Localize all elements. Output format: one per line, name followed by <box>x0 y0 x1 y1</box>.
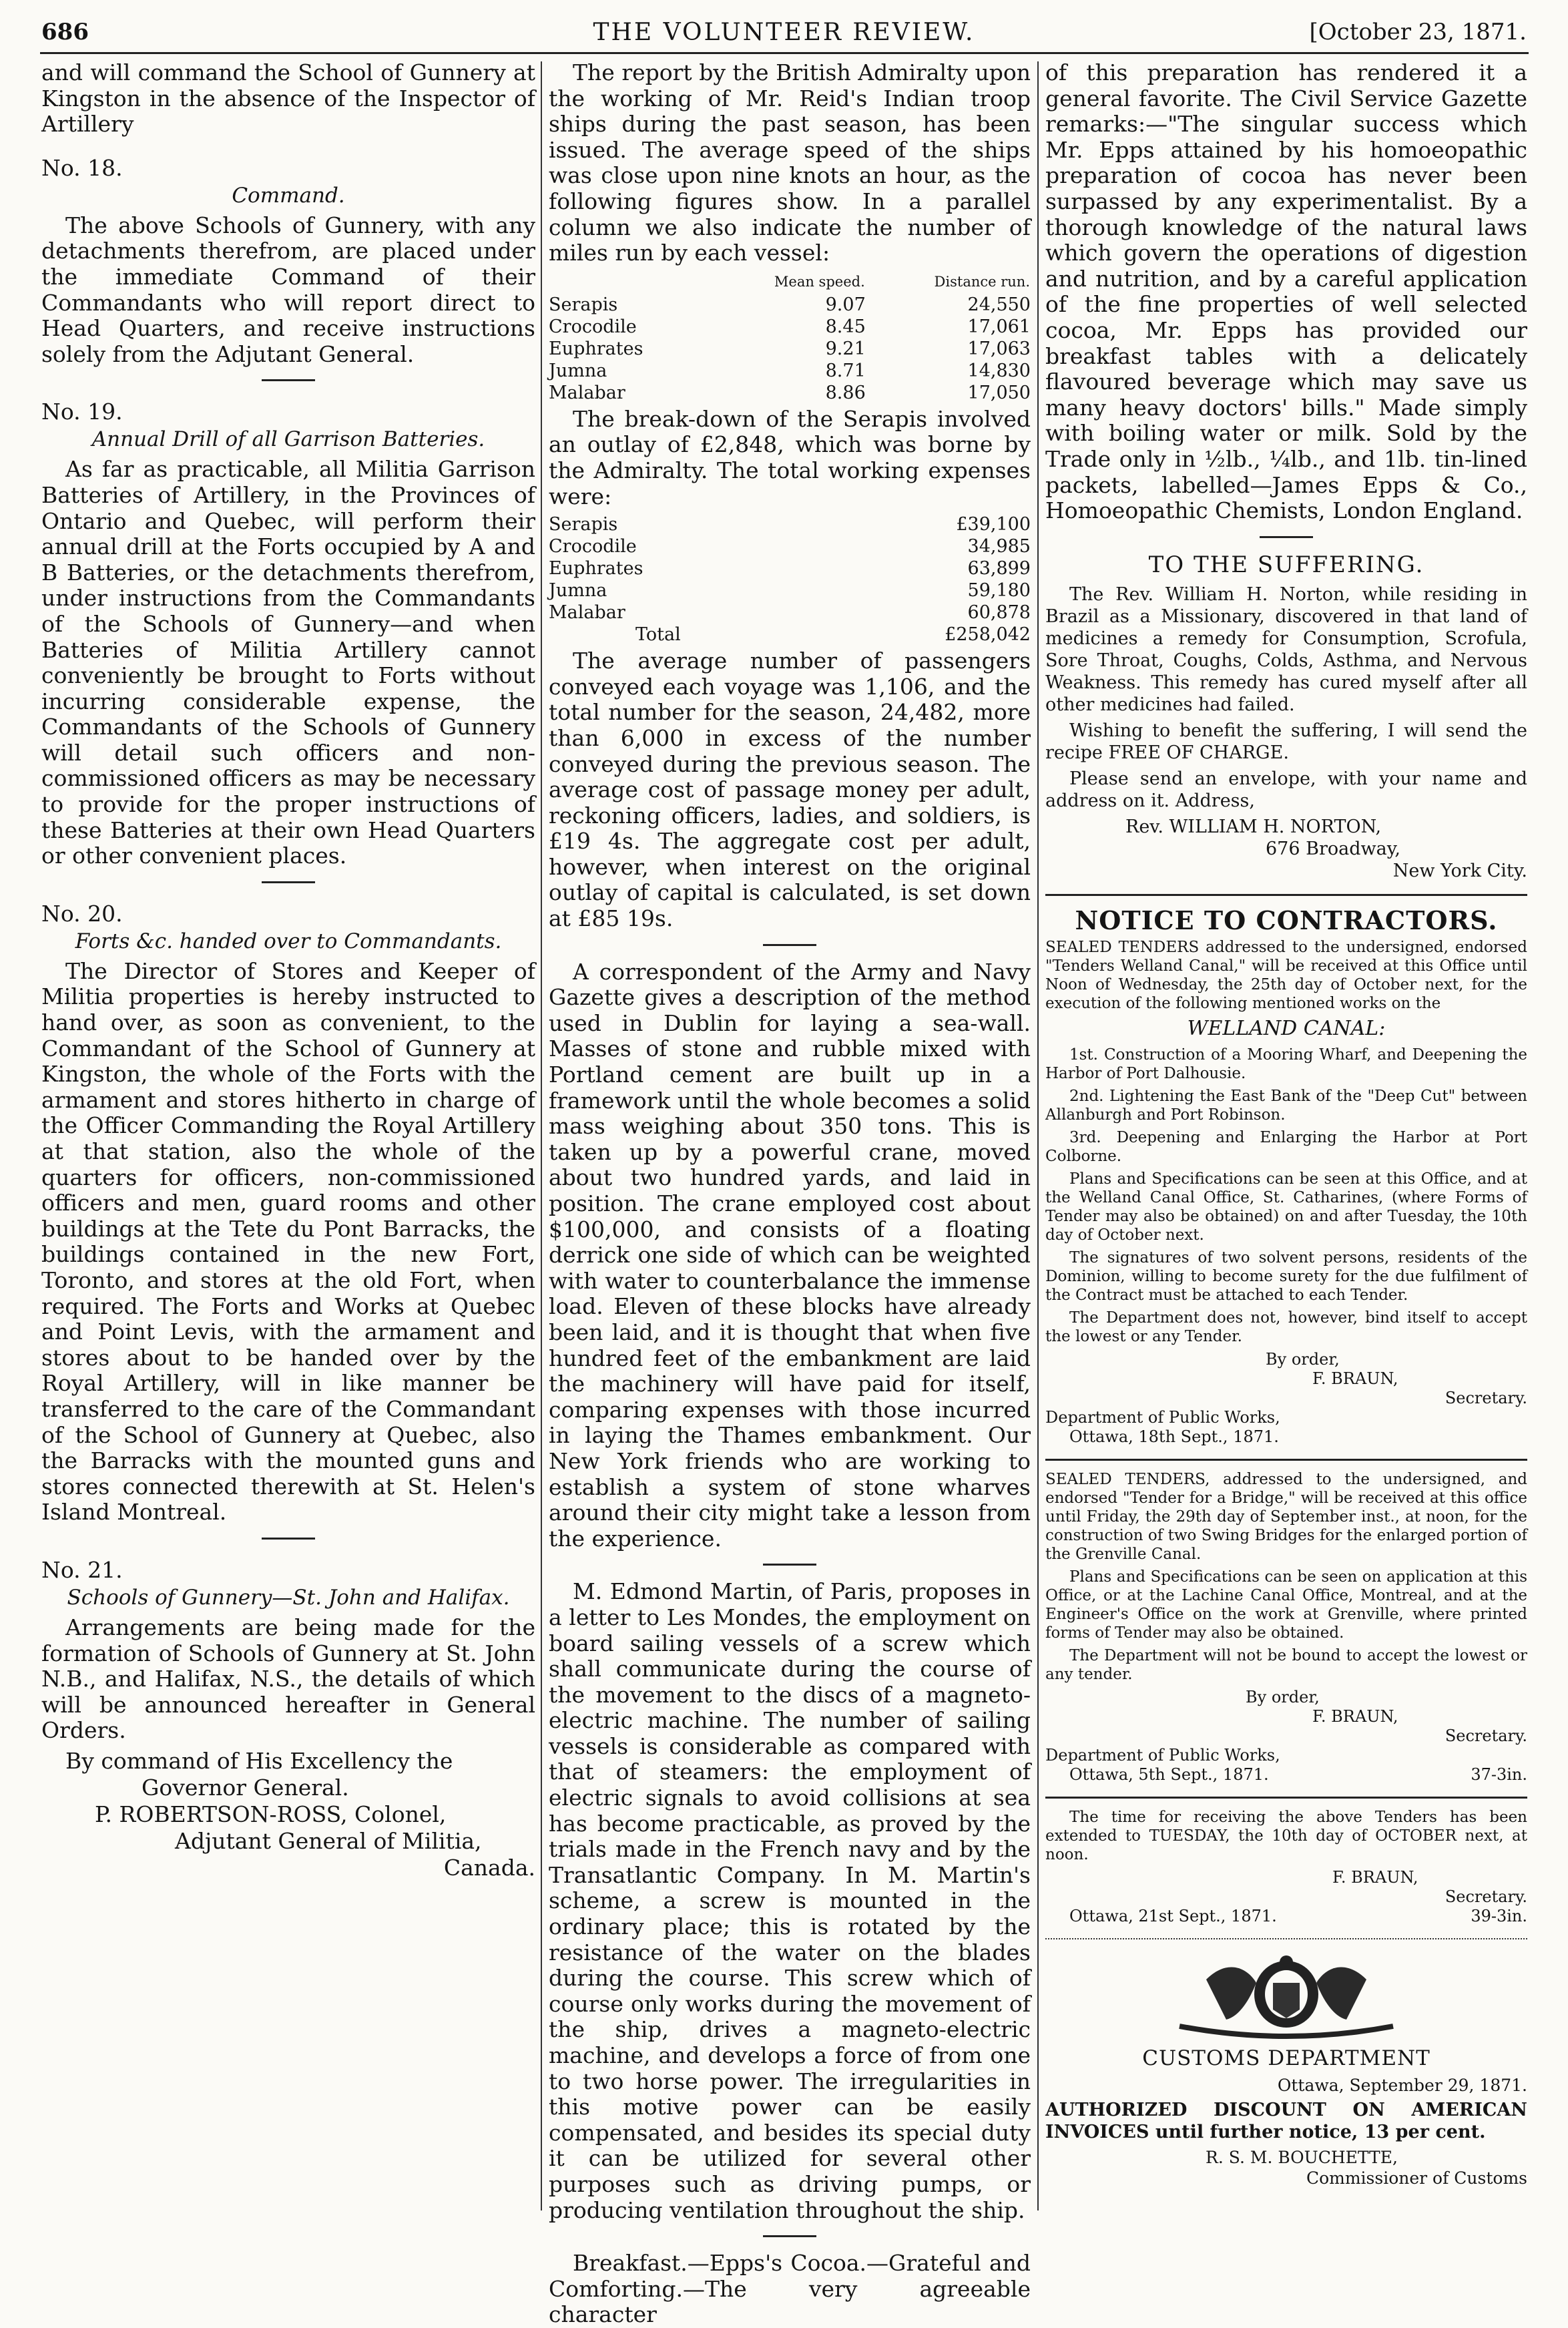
separator-dotted <box>1045 1938 1527 1939</box>
section-18-text: The above Schools of Gunnery, with any detachments therefrom, are placed under the immediate Command of their Commandants who will report direct to Head Quarters, and receive instructions solely from the Adjutant General. <box>41 212 535 367</box>
distance-column-header: Distance run. <box>934 273 1030 290</box>
ottawa-date: Ottawa, 21st Sept., 1871. <box>1069 1906 1277 1925</box>
section-19-text: As far as practicable, all Militia Garrison Batteries of Artillery, in the Provinces of Ontario and Quebec, will perform their annual drill at the Forts occupied by A and B Batteries, or the detachments therefrom, under instructions from the Commandants of the Schools of Gunnery—and when Batteries of Militia Artillery cannot conveniently be brought to Forts without incurring considerable expense, the Commandants of the Schools of Gunnery will detail such officers and non-commissioned officers as may be necessary to provide for the proper instructions of these Batteries at their own Head Quarters or other convenient places. <box>41 456 535 869</box>
ship-distance: 17,061 <box>967 316 1031 337</box>
norton-city: New York City. <box>1392 860 1527 881</box>
suffering-text-2: Wishing to benefit the suffering, I will send the recipe FREE OF CHARGE. <box>1045 720 1527 763</box>
welland-canal-heading: WELLAND CANAL: <box>1187 1016 1386 1040</box>
ship-row <box>549 294 1031 316</box>
section-20-number: No. 20. <box>41 900 123 927</box>
department-date: Ottawa, 5th Sept., 1871. <box>1069 1765 1269 1784</box>
expense-ship: Euphrates <box>549 558 643 579</box>
bridge-plans: Plans and Specifications can be seen on application at this Office, or at the Lachine Canal Office, Montreal, and at the Engineer's Office on the work at Grenville, where printed forms of Tender may also be obtained. <box>1045 1568 1527 1642</box>
royal-arms-emblem-icon <box>1166 1953 1406 2040</box>
by-order: By order, <box>1266 1349 1340 1369</box>
ship-name: Crocodile <box>549 316 637 337</box>
column-1 <box>41 60 535 2217</box>
ship-row <box>549 338 1031 360</box>
customs-discount: AUTHORIZED DISCOUNT ON AMERICAN INVOICES until further notice, 13 per cent. <box>1045 2099 1527 2142</box>
expense-row <box>549 513 1031 535</box>
epps-advert-start: Breakfast.—Epps's Cocoa.—Grateful and Comforting.—The very agreeable character <box>549 2250 1031 2328</box>
commissioner-title: Commissioner of Customs <box>1306 2168 1527 2188</box>
issue-date: [October 23, 1871. <box>1309 19 1527 45</box>
suffering-text-3: Please send an envelope, with your name and address on it. Address, <box>1045 768 1527 811</box>
seawall-paragraph: A correspondent of the Army and Navy Gazette gives a description of the method used in Dublin for laying a sea-wall. Masses of stone and rubble mixed with Portland cement are built up in a framework until the whole becomes a solid mass weighing about 350 tons. This is taken up by a powerful crane, moved about two hundred yards, and laid in position. The crane employed cost about $100,000, and consists of a floating derrick one side of which can be weighted with water to counterbalance the immense load. Eleven of these blocks have already been laid, and it is thought that when five hundred feet of the embankment are laid the machinery will have paid for itself, comparing expenses with those incurred in laying the Thames embankment. Our New York friends who are working to establish a system of stone wharves around their city might take a lesson from the experience. <box>549 958 1031 1552</box>
expense-amount: 60,878 <box>967 602 1031 624</box>
department-line: Department of Public Works, <box>1045 1745 1280 1765</box>
bridge-disclaimer: The Department will not be bound to accept the lowest or any tender. <box>1045 1646 1527 1683</box>
expense-amount: 59,180 <box>967 580 1031 602</box>
section-19-subtitle: Annual Drill of all Garrison Batteries. <box>91 427 485 452</box>
ship-speed: 9.07 <box>825 294 866 315</box>
masthead-title: THE VOLUNTEER REVIEW. <box>593 19 975 46</box>
suffering-heading: TO THE SUFFERING. <box>1148 551 1424 578</box>
column-rule-2 <box>1037 61 1039 2210</box>
section-21-subtitle: Schools of Gunnery—St. John and Halifax. <box>67 1585 510 1610</box>
signature-line: By command of His Excellency the <box>65 1747 453 1774</box>
signature-block <box>41 1748 535 1881</box>
expense-row <box>549 557 1031 579</box>
section-21-number: No. 21. <box>41 1556 123 1583</box>
separator-long <box>1045 1797 1527 1799</box>
section-21-text: Arrangements are being made for the formation of Schools of Gunnery at St. John N.B., and Halifax, N.S., the details of which will be announced hereafter in General Orders. <box>41 1614 535 1744</box>
secretary-title: Secretary. <box>1445 1388 1527 1407</box>
advert-code: 39-3in. <box>1471 1906 1527 1925</box>
bridge-tender-text: SEALED TENDERS, addressed to the undersigned, and endorsed "Tender for a Bridge," will be received at this office until Friday, the 29th day of September inst., at noon, for the construction of two Swing Bridges for the enlarged portion of the Grenville Canal. <box>1045 1470 1527 1563</box>
secretary-title: Secretary. <box>1445 1726 1527 1745</box>
notice-heading: NOTICE TO CONTRACTORS. <box>1075 905 1498 935</box>
expense-row <box>549 602 1031 624</box>
separator <box>763 1564 816 1566</box>
separator <box>763 2235 816 2237</box>
separator <box>262 379 315 381</box>
ship-distance: 17,063 <box>967 338 1031 359</box>
column-3 <box>1045 60 1527 2217</box>
section-19-number: No. 19. <box>41 399 123 425</box>
expense-amount: 63,899 <box>967 558 1031 579</box>
ship-name: Euphrates <box>549 338 643 359</box>
martin-paragraph: M. Edmond Martin, of Paris, proposes in a letter to Les Mondes, the employment on board sailing vessels of a screw which shall communicate during the course of the movement to the discs of a magneto-electric machine. The number of sailing vessels is considerable as compared with that of steamers: the employment of electric signals to avoid collisions at sea has become practicable, as proved by the trials made in the French navy and by the Transatlantic Company. In M. Martin's scheme, a screw is mounted in the ordinary place; this is rotated by the resistance of the water on the blades during the course. This screw which of course only works during the movement of the ship, drives a magneto-electric machine, and develops a force of from one to two horse power. The irregularities in this motive power can be easily compensated, and besides its special duty it can be utilized for several other purposes such as driving pumps, or producing ventilation throughout the ship. <box>549 1578 1031 2223</box>
section-18-subtitle: Command. <box>232 183 345 208</box>
signature-line: Canada. <box>443 1854 535 1881</box>
ship-speed: 8.71 <box>825 360 866 381</box>
ship-name: Malabar <box>549 382 625 403</box>
ship-row <box>549 360 1031 382</box>
expense-ship: Malabar <box>549 602 625 624</box>
epps-advert-continued: of this preparation has rendered it a general favorite. The Civil Service Gazette remarks:—"The singular success which Mr. Epps attained by his homoeopathic preparation of cocoa has never been surpassed by any experimentalist. By a thorough knowledge of the natural laws which govern the operations of digestion and nutrition, and by a careful application of the fine properties of well selected cocoa, Mr. Epps has provided our breakfast tables with a delicately flavoured beverage which may save us many heavy doctors' bills." Made simply with boiling water or milk. Sold by the Trade only in ½lb., ¼lb., and 1lb. tin-lined packets, labelled—James Epps & Co., Homoeopathic Chemists, London England. <box>1045 59 1527 524</box>
department-line: Department of Public Works, <box>1045 1407 1280 1427</box>
signature-line: Governor General. <box>142 1774 349 1801</box>
expenses-table <box>549 513 1031 646</box>
page-header <box>0 15 1568 55</box>
signature-title: Adjutant General of Militia, <box>175 1827 482 1854</box>
norton-name: Rev. WILLIAM H. NORTON, <box>1125 816 1382 837</box>
ship-row <box>549 316 1031 338</box>
section-20-subtitle: Forts &c. handed over to Commandants. <box>75 929 502 953</box>
ship-distance: 24,550 <box>967 294 1031 315</box>
secretary-title: Secretary. <box>1445 1887 1527 1906</box>
column-2 <box>549 59 1031 2328</box>
expense-row <box>549 535 1031 557</box>
separator <box>262 1538 315 1540</box>
welland-item-3: 3rd. Deepening and Enlarging the Harbor at Port Colborne. <box>1045 1128 1527 1165</box>
separator <box>262 881 315 883</box>
welland-plans: Plans and Specifications can be seen at this Office, and at the Welland Canal Office, St. Catharines, (where Forms of Tender may also be obtained) on and after Tuesday, the 10th day of October next. <box>1045 1170 1527 1244</box>
separator <box>1260 536 1313 538</box>
ship-name: Jumna <box>549 360 607 381</box>
by-order: By order, <box>1246 1687 1320 1706</box>
separator-long <box>1045 894 1527 896</box>
ship-speed: 8.86 <box>825 382 866 403</box>
welland-disclaimer: The Department does not, however, bind itself to accept the lowest or any Tender. <box>1045 1309 1527 1345</box>
customs-heading: CUSTOMS DEPARTMENT <box>1142 2046 1430 2070</box>
welland-item-2: 2nd. Lightening the East Bank of the "Deep Cut" between Allanburgh and Port Robinson. <box>1045 1087 1527 1124</box>
bouchette-signature: R. S. M. BOUCHETTE, <box>1206 2147 1398 2167</box>
ships-speed-table <box>549 270 1031 404</box>
breakdown-paragraph: The break-down of the Serapis involved an outlay of £2,848, which was borne by the Admiralty. The total working expenses were: <box>549 405 1031 509</box>
intro-paragraph: and will command the School of Gunnery at Kingston in the absence of the Inspector of Artillery <box>41 59 535 138</box>
page-number: 686 <box>41 19 89 45</box>
ship-distance: 14,830 <box>967 360 1031 381</box>
expense-amount: 34,985 <box>967 536 1031 557</box>
welland-sureties: The signatures of two solvent persons, residents of the Dominion, willing to become surety for the due fulfilment of the Contract must be attached to each Tender. <box>1045 1248 1527 1304</box>
customs-date: Ottawa, September 29, 1871. <box>1277 2075 1527 2095</box>
troopships-paragraph: The report by the British Admiralty upon the working of Mr. Reid's Indian troop ships during the past season, has been issued. The average speed of the ships was close upon nine knots an hour, as the following figures show. In a parallel column we also indicate the number of miles run by each vessel: <box>549 59 1031 266</box>
expense-ship: Jumna <box>549 580 607 602</box>
braun-signature: F. BRAUN, <box>1332 1867 1418 1887</box>
separator <box>763 944 816 946</box>
ship-name: Serapis <box>549 294 618 315</box>
braun-signature: F. BRAUN, <box>1312 1706 1398 1726</box>
ship-row <box>549 382 1031 404</box>
passengers-paragraph: The average number of passengers conveyed each voyage was 1,106, and the total number for the season, 24,482, more than 6,000 in excess of the number conveyed during the previous season. The average cost of passage money per adult, reckoning officers, ladies, and soldiers, is £19 4s. The aggregate cost per adult, however, when interest on the original outlay of capital is calculated, is set down at £85 19s. <box>549 648 1031 932</box>
welland-item-1: 1st. Construction of a Mooring Wharf, and Deepening the Harbor of Port Dalhousie. <box>1045 1045 1527 1082</box>
total-amount: £258,042 <box>945 624 1031 646</box>
suffering-text: The Rev. William H. Norton, while residing in Brazil as a Missionary, discovered in that land of medicines a remedy for Consumption, Scrofula, Sore Throat, Coughs, Colds, Asthma, and Nervous Weakness. This remedy has cured myself after all other medicines had failed. <box>1045 584 1527 715</box>
column-rule-1 <box>541 61 542 2210</box>
norton-address: 676 Broadway, <box>1266 838 1400 859</box>
welland-tender-text: SEALED TENDERS addressed to the undersigned, endorsed "Tenders Welland Canal," will be received at this Office until Noon of Wednesday, the 25th day of October next, for the execution of the following mentioned works on the <box>1045 938 1527 1012</box>
signature-name: P. ROBERTSON-ROSS, Colonel, <box>95 1801 447 1827</box>
extension-notice: The time for receiving the above Tenders has been extended to TUESDAY, the 10th day of OCTOBER next, at noon. <box>1045 1808 1527 1863</box>
expense-row <box>549 579 1031 602</box>
expense-amount: £39,100 <box>956 514 1031 535</box>
section-20-text: The Director of Stores and Keeper of Militia properties is hereby instructed to hand over, as soon as convenient, to the Commandant of the School of Gunnery at Kingston, the whole of the Forts with the armament and stores hitherto in charge of the Officer Commanding the Royal Artillery at that station, also the whole of the quarters for officers, non-commissioned officers and men, guard rooms and other buildings at the Tete du Pont Barracks, the buildings contained in the new Fort, Toronto, and stores at the old Fort, when required. The Forts and Works at Quebec and Point Levis, with the armament and stores about to be handed over by the Royal Artillery, will in like manner be transferred to the care of the Commandant of the School of Gunnery at Quebec, also the Barracks with the mounted guns and stores connected therewith at St. Helen's Island Montreal. <box>41 957 535 1526</box>
speed-column-header: Mean speed. <box>774 273 865 290</box>
department-date: Ottawa, 18th Sept., 1871. <box>1069 1427 1279 1446</box>
section-18-number: No. 18. <box>41 154 123 181</box>
separator-long <box>1045 1459 1527 1461</box>
ship-speed: 9.21 <box>825 338 866 359</box>
advert-code: 37-3in. <box>1471 1765 1527 1784</box>
expense-ship: Crocodile <box>549 536 637 557</box>
header-rule <box>40 52 1529 54</box>
total-label: Total <box>635 624 681 646</box>
expense-ship: Serapis <box>549 514 618 535</box>
ship-distance: 17,050 <box>967 382 1031 403</box>
braun-signature: F. BRAUN, <box>1312 1369 1398 1388</box>
ship-speed: 8.45 <box>825 316 866 337</box>
